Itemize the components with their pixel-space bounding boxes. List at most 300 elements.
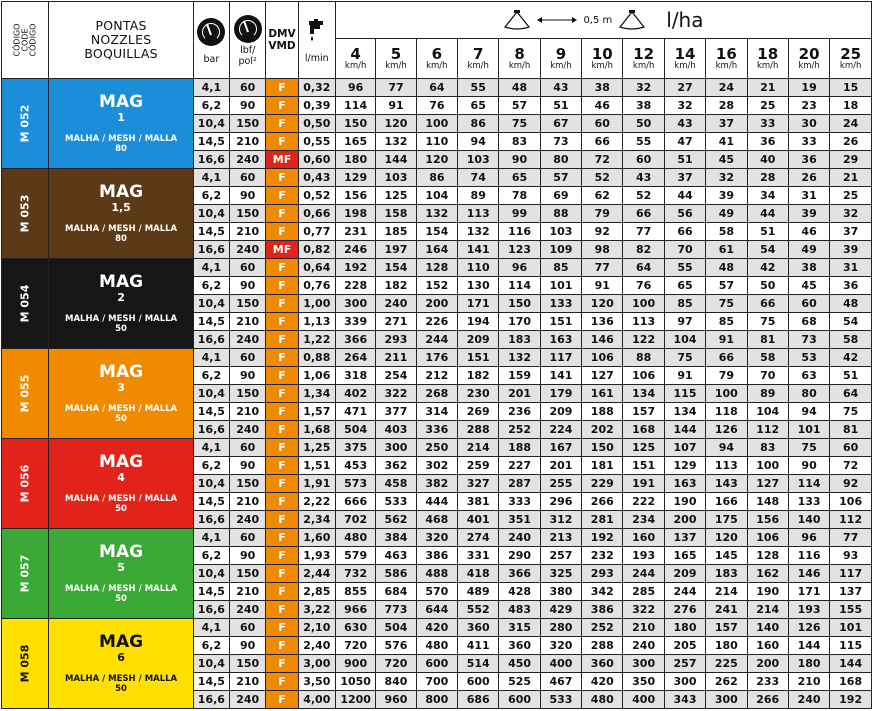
droplet-class-badge: F: [266, 277, 298, 295]
psi-header: [230, 2, 266, 79]
application-rate-cell: 81: [747, 331, 788, 349]
application-rate-cell: 193: [623, 547, 664, 565]
application-rate-cell: 114: [788, 475, 829, 493]
application-rate-cell: 201: [499, 385, 540, 403]
application-rate-cell: 89: [747, 385, 788, 403]
faucet-icon: [307, 19, 327, 45]
application-rate-cell: 151: [458, 349, 499, 367]
application-rate-cell: 73: [788, 331, 829, 349]
pressure-psi-cell: 90: [230, 97, 266, 115]
pressure-psi-cell: 90: [230, 187, 266, 205]
application-rate-cell: 360: [458, 619, 499, 637]
pressure-bar-cell: 14,5: [193, 583, 229, 601]
application-rate-cell: 480: [582, 691, 623, 709]
application-rate-cell: 54: [747, 241, 788, 259]
application-rate-cell: 325: [540, 565, 581, 583]
application-rate-cell: 193: [788, 601, 829, 619]
mesh-label: MALHA / MESH / MALLA: [65, 134, 178, 144]
nozzle-model: [49, 619, 193, 709]
flow-rate-cell: 0,50: [298, 115, 335, 133]
application-rate-cell: 162: [747, 565, 788, 583]
application-rate-cell: 285: [623, 583, 664, 601]
nozzle-code: [2, 259, 49, 349]
pressure-psi-cell: 60: [230, 439, 266, 457]
application-rate-cell: 351: [499, 511, 540, 529]
application-rate-cell: 403: [376, 421, 416, 439]
pressure-psi-cell: 60: [230, 349, 266, 367]
mesh-value: 80: [115, 234, 127, 244]
application-rate-cell: 300: [623, 655, 664, 673]
mesh-label: MALHA / MESH / MALLA: [65, 314, 178, 324]
nozzle-flow-table: [1, 1, 872, 709]
application-rate-cell: 64: [623, 259, 664, 277]
application-rate-cell: 47: [664, 133, 705, 151]
flow-rate-cell: 3,00: [298, 655, 335, 673]
application-rate-cell: 480: [335, 529, 375, 547]
application-rate-cell: 183: [499, 331, 540, 349]
application-rate-cell: 229: [582, 475, 623, 493]
application-rate-cell: 80: [540, 151, 581, 169]
application-rate-cell: 65: [499, 169, 540, 187]
application-rate-cell: 82: [623, 241, 664, 259]
speed-unit: km/h: [385, 60, 407, 71]
speed-header-cell: [376, 39, 416, 79]
application-rate-cell: 343: [664, 691, 705, 709]
application-rate-cell: 31: [830, 259, 872, 277]
droplet-class-badge: F: [266, 133, 298, 151]
application-rate-cell: 115: [830, 637, 872, 655]
nozzle-name: MAG: [99, 542, 144, 562]
application-rate-cell: 109: [540, 241, 581, 259]
application-rate-cell: 386: [416, 547, 457, 565]
application-rate-cell: 250: [416, 439, 457, 457]
application-rate-cell: 190: [747, 583, 788, 601]
application-rate-cell: 167: [540, 439, 581, 457]
application-rate-cell: 600: [499, 691, 540, 709]
application-rate-cell: 94: [788, 403, 829, 421]
application-rate-cell: 133: [788, 493, 829, 511]
nozzle-name: MAG: [99, 362, 144, 382]
application-rate-cell: 83: [499, 133, 540, 151]
application-rate-cell: 129: [664, 457, 705, 475]
application-rate-cell: 132: [499, 349, 540, 367]
application-rate-cell: 120: [706, 529, 747, 547]
application-rate-cell: 134: [623, 385, 664, 403]
flow-rate-cell: 1,68: [298, 421, 335, 439]
application-rate-cell: 339: [335, 313, 375, 331]
table-row: [2, 529, 872, 547]
application-rate-cell: 210: [788, 673, 829, 691]
droplet-class-badge: F: [266, 79, 298, 97]
application-rate-cell: 60: [830, 439, 872, 457]
application-rate-cell: 150: [582, 439, 623, 457]
application-rate-cell: 300: [706, 691, 747, 709]
flow-rate-cell: 1,22: [298, 331, 335, 349]
application-rate-cell: 150: [335, 115, 375, 133]
bar-label: bar: [203, 53, 220, 65]
dmv-label: DMV: [268, 28, 296, 40]
application-rate-cell: 125: [376, 187, 416, 205]
application-rate-cell: 100: [416, 115, 457, 133]
application-rate-cell: 192: [335, 259, 375, 277]
application-rate-cell: 855: [335, 583, 375, 601]
application-rate-cell: 76: [416, 97, 457, 115]
application-rate-cell: 236: [499, 403, 540, 421]
flow-rate-cell: 0,32: [298, 79, 335, 97]
flow-rate-cell: 2,40: [298, 637, 335, 655]
pol-label: pol²: [238, 56, 257, 67]
application-rate-cell: 49: [788, 241, 829, 259]
application-rate-cell: 88: [540, 205, 581, 223]
application-rate-cell: 125: [623, 439, 664, 457]
pressure-gauge-icon: [197, 18, 225, 46]
application-rate-cell: 211: [376, 349, 416, 367]
speed-unit: km/h: [344, 60, 367, 71]
speed-value: 7: [472, 44, 484, 63]
application-rate-cell: 269: [458, 403, 499, 421]
application-rate-cell: 471: [335, 403, 375, 421]
mesh-label: MALHA / MESH / MALLA: [65, 494, 178, 504]
application-rate-cell: 366: [335, 331, 375, 349]
pressure-bar-cell: 10,4: [193, 115, 229, 133]
application-rate-cell: 122: [623, 331, 664, 349]
application-rate-cell: 24: [706, 79, 747, 97]
flow-rate-cell: 1,13: [298, 313, 335, 331]
pressure-psi-cell: 90: [230, 457, 266, 475]
application-rate-cell: 120: [376, 115, 416, 133]
application-rate-cell: 226: [416, 313, 457, 331]
application-rate-cell: 75: [830, 403, 872, 421]
application-rate-cell: 420: [416, 619, 457, 637]
application-rate-cell: 630: [335, 619, 375, 637]
nozzle-code: [2, 169, 49, 259]
application-rate-cell: 55: [458, 79, 499, 97]
droplet-class-badge: F: [266, 295, 298, 313]
mesh-value: 50: [115, 594, 127, 604]
pressure-bar-cell: 16,6: [193, 601, 229, 619]
application-rate-cell: 100: [706, 385, 747, 403]
application-rate-cell: 148: [747, 493, 788, 511]
application-rate-cell: 180: [664, 619, 705, 637]
application-rate-cell: 276: [664, 601, 705, 619]
application-rate-cell: 182: [458, 367, 499, 385]
pressure-bar-cell: 4,1: [193, 349, 229, 367]
application-rate-cell: 112: [830, 511, 872, 529]
application-rate-cell: 175: [706, 511, 747, 529]
application-rate-cell: 144: [376, 151, 416, 169]
pressure-psi-cell: 90: [230, 637, 266, 655]
application-rate-cell: 136: [582, 313, 623, 331]
application-rate-cell: 127: [582, 367, 623, 385]
application-rate-cell: 66: [623, 205, 664, 223]
application-rate-cell: 232: [582, 547, 623, 565]
application-rate-cell: 525: [499, 673, 540, 691]
nozzle-size: 1: [117, 111, 125, 124]
application-rate-cell: 257: [540, 547, 581, 565]
application-rate-cell: 52: [623, 187, 664, 205]
application-rate-cell: 181: [582, 457, 623, 475]
application-rate-cell: 66: [664, 223, 705, 241]
table-row: [2, 169, 872, 187]
application-rate-cell: 77: [376, 79, 416, 97]
mesh-value: 50: [115, 684, 127, 694]
speed-unit: km/h: [674, 60, 696, 71]
nozzle-size: 6: [117, 651, 125, 664]
speed-value: 18: [757, 44, 779, 63]
application-rate-cell: 85: [706, 313, 747, 331]
application-rate-cell: 400: [540, 655, 581, 673]
application-rate-cell: 94: [458, 133, 499, 151]
application-rate-cell: 132: [458, 223, 499, 241]
application-rate-cell: 411: [458, 637, 499, 655]
application-rate-cell: 49: [706, 205, 747, 223]
application-rate-cell: 37: [706, 115, 747, 133]
application-rate-cell: 188: [499, 439, 540, 457]
application-rate-cell: 429: [540, 601, 581, 619]
application-rate-cell: 960: [376, 691, 416, 709]
application-rate-cell: 91: [664, 367, 705, 385]
mesh-label: MALHA / MESH / MALLA: [65, 404, 178, 414]
application-rate-cell: 99: [499, 205, 540, 223]
application-rate-cell: 133: [540, 295, 581, 313]
application-rate-cell: 252: [582, 619, 623, 637]
application-rate-cell: 101: [788, 421, 829, 439]
application-rate-cell: 36: [788, 151, 829, 169]
pressure-psi-cell: 150: [230, 655, 266, 673]
speed-value: 4: [350, 44, 361, 63]
nozzle-label-pt: PONTAS: [95, 18, 147, 33]
application-rate-cell: 120: [416, 151, 457, 169]
application-rate-cell: 36: [747, 133, 788, 151]
application-rate-cell: 228: [335, 277, 375, 295]
flow-rate-cell: 1,91: [298, 475, 335, 493]
application-rate-cell: 163: [664, 475, 705, 493]
nozzle-name: MAG: [99, 182, 144, 202]
application-rate-cell: 141: [458, 241, 499, 259]
pressure-psi-cell: 150: [230, 385, 266, 403]
speed-value: 14: [674, 44, 696, 63]
application-rate-cell: 168: [623, 421, 664, 439]
application-rate-cell: 45: [706, 151, 747, 169]
application-rate-cell: 444: [416, 493, 457, 511]
application-rate-cell: 103: [540, 223, 581, 241]
application-rate-cell: 26: [830, 133, 872, 151]
table-row: [2, 619, 872, 637]
nozzle-code: [2, 619, 49, 709]
application-rate-cell: 288: [458, 421, 499, 439]
application-rate-cell: 25: [747, 97, 788, 115]
application-rate-cell: 88: [623, 349, 664, 367]
application-rate-cell: 271: [376, 313, 416, 331]
droplet-class-badge: F: [266, 205, 298, 223]
pressure-bar-cell: 14,5: [193, 673, 229, 691]
pressure-psi-cell: 150: [230, 115, 266, 133]
application-rate-cell: 157: [706, 619, 747, 637]
application-rate-cell: 143: [706, 475, 747, 493]
application-rate-cell: 113: [458, 205, 499, 223]
application-rate-cell: 382: [416, 475, 457, 493]
application-rate-cell: 401: [458, 511, 499, 529]
application-rate-cell: 117: [540, 349, 581, 367]
application-rate-cell: 573: [335, 475, 375, 493]
application-rate-cell: 732: [335, 565, 375, 583]
pressure-psi-cell: 60: [230, 79, 266, 97]
pressure-psi-cell: 150: [230, 295, 266, 313]
flow-rate-cell: 0,77: [298, 223, 335, 241]
pressure-psi-cell: 150: [230, 565, 266, 583]
application-rate-cell: 42: [747, 259, 788, 277]
droplet-class-badge: F: [266, 367, 298, 385]
droplet-class-badge: F: [266, 439, 298, 457]
application-rate-cell: 190: [664, 493, 705, 511]
pressure-psi-cell: 60: [230, 619, 266, 637]
flow-rate-cell: 0,60: [298, 151, 335, 169]
application-rate-cell: 214: [458, 439, 499, 457]
application-rate-cell: 24: [830, 115, 872, 133]
application-rate-cell: 79: [706, 367, 747, 385]
application-rate-cell: 32: [664, 97, 705, 115]
speed-value: 8: [514, 44, 525, 63]
code-label-en: CODE: [20, 28, 30, 52]
speed-unit: km/h: [426, 60, 448, 71]
application-rate-cell: 300: [664, 673, 705, 691]
pressure-bar-cell: 6,2: [193, 547, 229, 565]
application-rate-cell: 106: [747, 529, 788, 547]
application-rate-cell: 65: [458, 97, 499, 115]
application-rate-cell: 57: [499, 97, 540, 115]
application-rate-cell: 463: [376, 547, 416, 565]
application-rate-cell: 533: [376, 493, 416, 511]
application-rate-cell: 118: [706, 403, 747, 421]
application-rate-cell: 45: [788, 277, 829, 295]
application-rate-cell: 38: [623, 97, 664, 115]
mesh-value: 50: [115, 324, 127, 334]
application-rate-cell: 155: [830, 601, 872, 619]
application-rate-cell: 43: [540, 79, 581, 97]
pressure-bar-cell: 14,5: [193, 223, 229, 241]
application-rate-cell: 26: [788, 169, 829, 187]
mesh-value: 50: [115, 504, 127, 514]
application-rate-cell: 19: [788, 79, 829, 97]
pressure-bar-cell: 4,1: [193, 439, 229, 457]
application-rate-cell: 644: [416, 601, 457, 619]
application-rate-cell: 686: [458, 691, 499, 709]
application-rate-cell: 101: [830, 619, 872, 637]
application-rate-cell: 67: [540, 115, 581, 133]
application-rate-cell: 280: [540, 619, 581, 637]
pressure-bar-cell: 6,2: [193, 187, 229, 205]
application-rate-cell: 182: [376, 277, 416, 295]
application-rate-cell: 200: [416, 295, 457, 313]
application-rate-cell: 504: [335, 421, 375, 439]
application-rate-cell: 200: [747, 655, 788, 673]
table-row: [2, 79, 872, 97]
application-rate-cell: 96: [788, 529, 829, 547]
application-rate-cell: 800: [416, 691, 457, 709]
application-rate-cell: 44: [747, 205, 788, 223]
application-rate-cell: 114: [335, 97, 375, 115]
code-header: [2, 2, 49, 79]
application-rate-cell: 94: [706, 439, 747, 457]
pressure-bar-cell: 10,4: [193, 565, 229, 583]
application-rate-cell: 381: [458, 493, 499, 511]
application-rate-cell: 51: [830, 367, 872, 385]
application-rate-cell: 171: [788, 583, 829, 601]
pressure-bar-cell: 16,6: [193, 241, 229, 259]
pressure-psi-cell: 90: [230, 367, 266, 385]
application-rate-cell: 966: [335, 601, 375, 619]
flow-rate-cell: 0,76: [298, 277, 335, 295]
flow-rate-cell: 1,06: [298, 367, 335, 385]
application-rate-cell: 375: [335, 439, 375, 457]
application-rate-cell: 586: [376, 565, 416, 583]
nozzle-model: [49, 259, 193, 349]
nozzle-code: [2, 529, 49, 619]
application-rate-cell: 129: [335, 169, 375, 187]
application-rate-cell: 151: [623, 457, 664, 475]
speed-unit: km/h: [632, 60, 655, 71]
nozzle-model: [49, 439, 193, 529]
speed-header-cell: [830, 39, 872, 79]
application-rate-cell: 77: [623, 223, 664, 241]
speed-unit: km/h: [550, 60, 572, 71]
application-rate-cell: 720: [335, 637, 375, 655]
nozzle-label-en: NOZZLES: [90, 32, 152, 47]
application-rate-cell: 488: [416, 565, 457, 583]
speed-value: 16: [715, 44, 737, 63]
application-rate-cell: 428: [499, 583, 540, 601]
mesh-label: MALHA / MESH / MALLA: [65, 674, 178, 684]
flow-rate-cell: 2,34: [298, 511, 335, 529]
flow-rate-cell: 0,82: [298, 241, 335, 259]
application-rate-cell: 75: [747, 313, 788, 331]
spray-nozzle-icon: [503, 10, 531, 30]
application-rate-cell: 70: [747, 367, 788, 385]
pressure-gauge-icon: [234, 15, 262, 43]
application-rate-cell: 132: [376, 133, 416, 151]
application-rate-cell: 840: [376, 673, 416, 691]
application-rate-cell: 21: [747, 79, 788, 97]
vmd-label: VMD: [268, 40, 296, 52]
speed-unit: km/h: [839, 60, 862, 71]
pressure-bar-cell: 4,1: [193, 79, 229, 97]
application-rate-cell: 77: [830, 529, 872, 547]
pressure-psi-cell: 240: [230, 511, 266, 529]
application-rate-cell: 68: [788, 313, 829, 331]
application-rate-cell: 188: [582, 403, 623, 421]
application-rate-cell: 152: [416, 277, 457, 295]
speed-header-cell: [664, 39, 705, 79]
application-rate-cell: 222: [623, 493, 664, 511]
lbf-label: lbf/: [240, 45, 256, 56]
application-rate-cell: 773: [376, 601, 416, 619]
application-rate-cell: 230: [458, 385, 499, 403]
application-rate-cell: 161: [582, 385, 623, 403]
application-rate-cell: 240: [788, 691, 829, 709]
application-rate-cell: 66: [706, 349, 747, 367]
nozzle-size: 3: [117, 381, 125, 394]
application-rate-cell: 165: [664, 547, 705, 565]
application-rate-cell: 165: [335, 133, 375, 151]
flow-rate-cell: 1,34: [298, 385, 335, 403]
vmd-header: [266, 2, 298, 79]
application-rate-cell: 214: [706, 583, 747, 601]
application-rate-cell: 322: [376, 385, 416, 403]
application-rate-cell: 92: [830, 475, 872, 493]
droplet-class-badge: F: [266, 565, 298, 583]
application-rate-cell: 104: [664, 331, 705, 349]
application-rate-cell: 93: [830, 547, 872, 565]
